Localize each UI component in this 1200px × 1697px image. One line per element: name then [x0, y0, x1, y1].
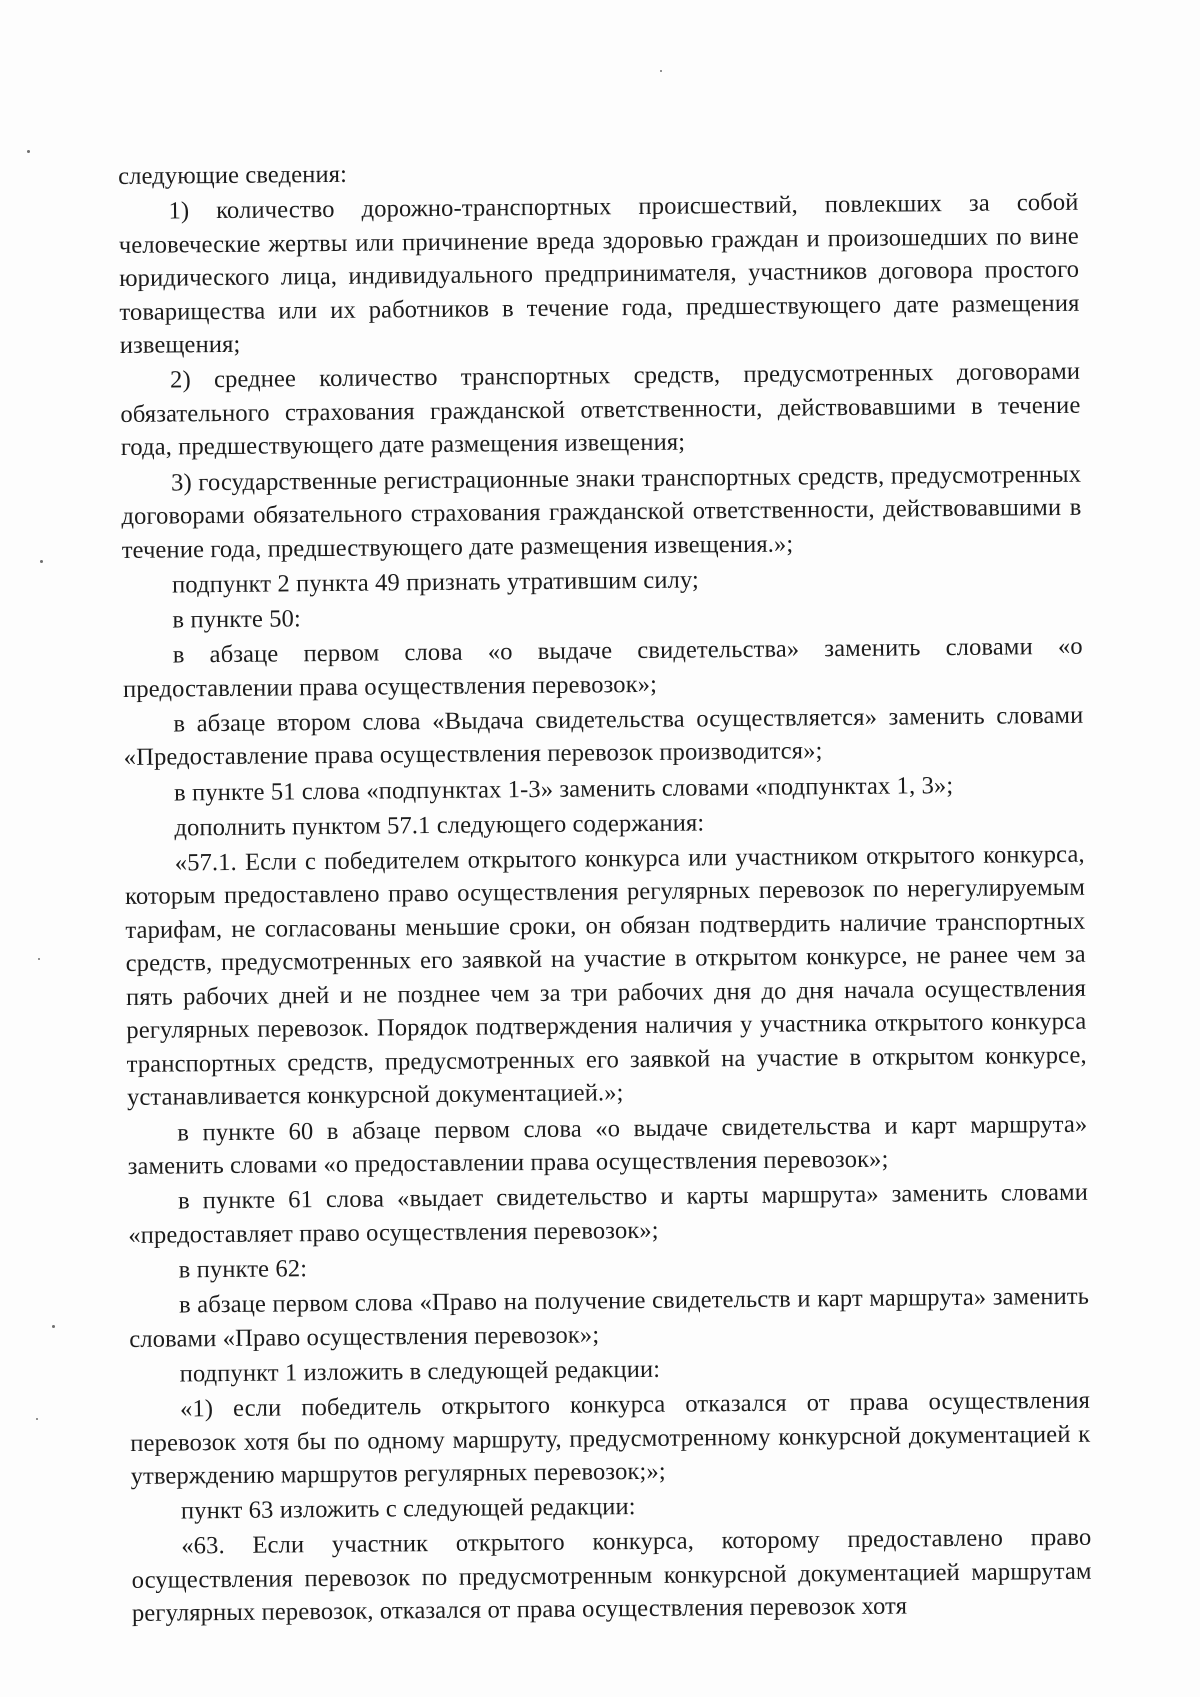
paragraph: в абзаце первом слова «Право на получение свидетельств и карт маршрута» заменить словами «Право осуществления перевозок»;: [129, 1282, 1090, 1353]
paragraph: следующие сведения:: [118, 160, 348, 190]
paragraph: 2) среднее количество транспортных средств, предусмотренных договорами обязательного страхования гражданской ответственности, действовавшими в течение года, предшествующего дате размещения извещения;: [120, 358, 1081, 462]
scan-speck: [27, 150, 30, 153]
paragraph: 3) государственные регистрационные знаки транспортных средств, предусмотренных договорами обязательного страхования гражданской ответственности, действовавшими в течение года, предшествующего дате размещения извещения.»;: [121, 460, 1082, 564]
paragraph: дополнить пунктом 57.1 следующего содержания:: [174, 809, 705, 842]
scan-speck: [52, 1325, 55, 1328]
paragraph: в пункте 60 в абзаце первом слова «о выдаче свидетельства и карт маршрута» заменить словами «о предоставлении права осуществления перевозок»;: [127, 1110, 1088, 1181]
scan-speck: [660, 70, 662, 72]
paragraph: «1) если победитель открытого конкурса отказался от права осуществления перевозок хотя бы по одному маршруту, предусмотренному конкурсной документацией к утверждению маршрутов регулярных перевозок;»;: [130, 1386, 1091, 1490]
paragraph: подпункт 2 пункта 49 признать утратившим силу;: [171, 566, 700, 599]
paragraph: в пункте 51 слова «подпунктах 1-3» заменить словами «подпунктах 1, 3»;: [173, 771, 954, 806]
paragraph: в абзаце втором слова «Выдача свидетельства осуществляется» заменить словами «Предоставление права осуществления перевозок производится»;: [123, 701, 1084, 772]
paragraph: в пункте 50:: [172, 605, 301, 634]
paragraph: 1) количество дорожно-транспортных происшествий, повлекших за собой человеческие жертвы или причинение вреда здоровью граждан и произошедших по вине юридического лица, индивидуального предпринимателя, участников договора простого товарищества или их работников в течение года, предшествующего дате размещения извещения;: [118, 188, 1080, 360]
paragraph: пункт 63 изложить с следующей редакции:: [180, 1493, 636, 1525]
scan-speck: [40, 560, 43, 563]
document-body: [118, 151, 1092, 1633]
paragraph: подпункт 1 изложить в следующей редакции:: [179, 1355, 661, 1388]
paragraph: «57.1. Если с победителем открытого конкурса или участником открытого конкурса, которым предоставлено право осуществления регулярных перевозок по нерегулируемым тарифам, не согласованы меньшие сроки, он обязан подтвердить наличие транспортных средств, предусмотренных его заявкой на участие в открытом конкурсе, не ранее чем за пять рабочих дней и не позднее чем за три рабочих дня до дня начала осуществления регулярных перевозок. Порядок подтверждения наличия у участника открытого конкурса транспортных средств, предусмотренных его заявкой на участие в открытом конкурсе, устанавливается конкурсной документацией.»;: [124, 840, 1087, 1112]
scan-speck: [36, 1418, 38, 1420]
scan-speck: [38, 958, 40, 960]
paragraph: в абзаце первом слова «о выдаче свидетельства» заменить словами «о предоставлении права осуществления перевозок»;: [122, 632, 1083, 703]
paragraph: в пункте 61 слова «выдает свидетельство и карты маршрута» заменить словами «предоставляет право осуществления перевозок»;: [128, 1178, 1089, 1249]
paragraph: «63. Если участник открытого конкурса, которому предоставлено право осуществления перевозок по предусмотренным конкурсной документацией маршрутам регулярных перевозок, отказался от права осуществления перевозок хотя: [131, 1524, 1092, 1628]
paragraph: в пункте 62:: [178, 1255, 308, 1284]
